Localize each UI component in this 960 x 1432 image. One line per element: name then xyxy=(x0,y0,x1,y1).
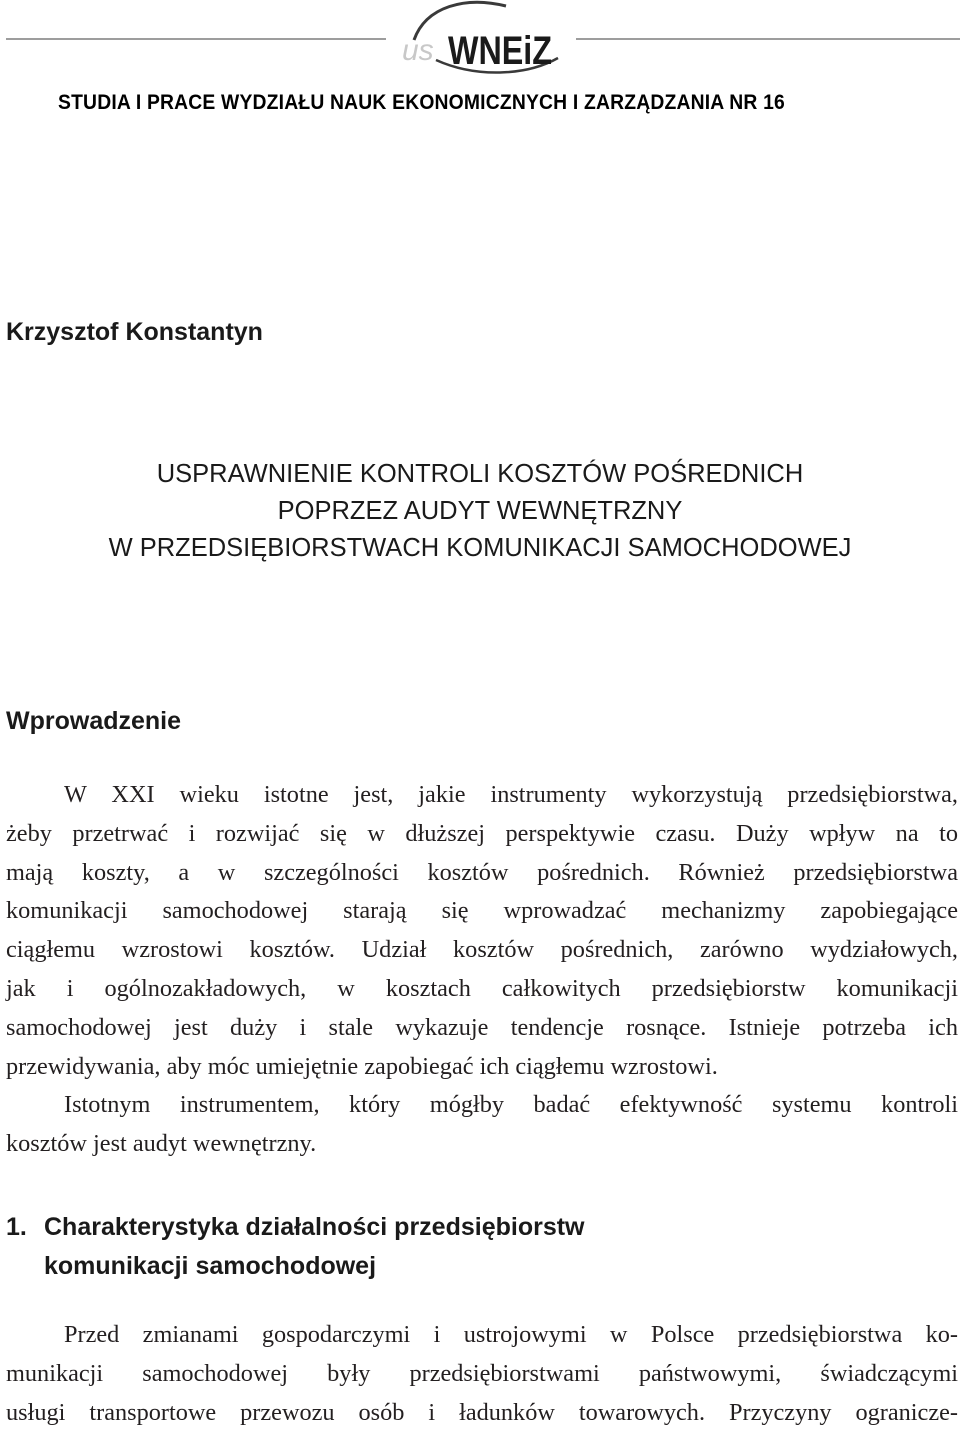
section-number: 1. xyxy=(6,1213,27,1241)
text-line: munikacji samochodowej były przedsiębiorstwami państwowymi, świadczącymi xyxy=(6,1359,958,1387)
text-line: mają koszty, a w szczególności kosztów pośrednich. Również przedsiębiorstwa xyxy=(6,858,958,886)
text-line: Przed zmianami gospodarczymi i ustrojowymi w Polsce przedsiębiorstwa ko- xyxy=(64,1321,958,1348)
article-title xyxy=(0,456,960,567)
text-line: jak i ogólnozakładowych, w kosztach całkowitych przedsiębiorstw komunikacji xyxy=(6,974,958,1002)
text-line: W XXI wieku istotne jest, jakie instrumenty wykorzystują przedsiębiorstwa, xyxy=(64,781,958,808)
title-line: W PRZEDSIĘBIORSTWACH KOMUNIKACJI SAMOCHODOWEJ xyxy=(108,534,852,562)
section-1-heading xyxy=(6,1208,585,1286)
title-line: POPRZEZ AUDYT WEWNĘTRZNY xyxy=(277,497,683,525)
text-line: Istotnym instrumentem, który mógłby badać efektywność systemu kontroli xyxy=(64,1091,958,1119)
logo-wneiz-text: WNEiZ xyxy=(448,29,552,73)
journal-series-title: STUDIA I PRACE WYDZIAŁU NAUK EKONOMICZNYCH I ZARZĄDZANIA NR 16 xyxy=(58,91,785,114)
title-line: USPRAWNIENIE KONTROLI KOSZTÓW POŚREDNICH xyxy=(156,460,804,488)
intro-heading: Wprowadzenie xyxy=(6,707,182,735)
text-line: żeby przetrwać i rozwijać się w dłuższej perspektywie czasu. Duży wpływ na to xyxy=(6,819,958,847)
text-line: usługi transportowe przewozu osób i ładunków towarowych. Przyczyny ogranicze- xyxy=(6,1398,958,1426)
intro-paragraphs xyxy=(6,776,958,1164)
header-rule-right xyxy=(576,38,960,40)
text-line: ciągłemu wzrostowi kosztów. Udział kosztów pośrednich, zarówno wydziałowych, xyxy=(6,936,958,964)
wneiz-logo-icon xyxy=(396,0,566,80)
text-line: przewidywania, aby móc umiejętnie zapobiegać ich ciągłemu wzrostowi. xyxy=(6,1052,718,1080)
logo-us-text: us xyxy=(402,34,434,67)
text-line: samochodowej jest duży i stale wykazuje tendencje rosnące. Istnieje potrzeba ich xyxy=(6,1013,958,1041)
text-line: kosztów jest audyt wewnętrzny. xyxy=(6,1130,317,1158)
section-heading-line: Charakterystyka działalności przedsiębiorstw xyxy=(44,1213,585,1241)
section-1-paragraph xyxy=(6,1316,958,1432)
author-name: Krzysztof Konstantyn xyxy=(6,318,263,346)
text-line: komunikacji samochodowej starają się wprowadzać mechanizmy zapobiegające xyxy=(6,897,958,925)
section-heading-line: komunikacji samochodowej xyxy=(44,1252,377,1280)
header-rule-left xyxy=(6,38,386,40)
